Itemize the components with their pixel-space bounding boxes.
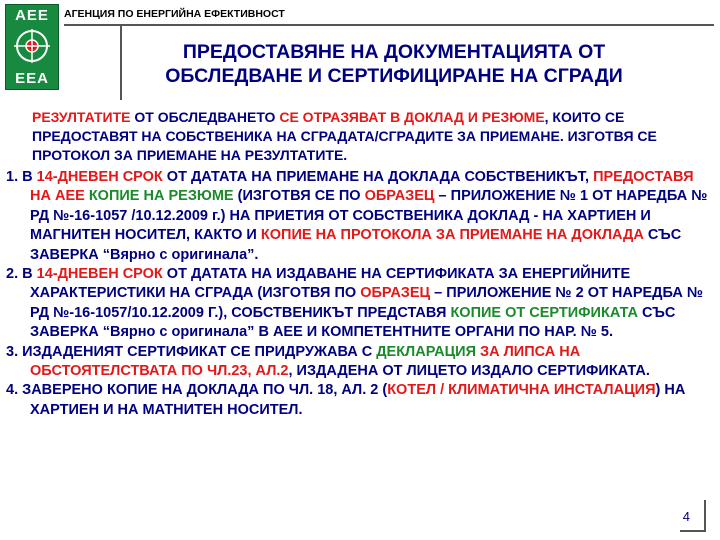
item1-seg: КОПИЕ НА РЕЗЮМЕ — [88, 188, 234, 205]
item2-seg: ОТ ДАТАТА НА ИЗДАВАНЕ НА СЕРТИФИКАТА ЗА ЕНЕРГИЙНИТЕ ХАРАКТЕРИСТИКИ НА СГРАДА (ИЗГОТВЯ ПО — [30, 266, 631, 302]
header-divider — [64, 24, 714, 26]
item4-seg: КОТЕЛ / КЛИМАТИЧНА ИНСТАЛАЦИЯ — [387, 382, 656, 399]
item3-seg: , ИЗДАДЕНА ОТ ЛИЦЕТО ИЗДАЛО СЕРТИФИКАТА. — [288, 363, 650, 380]
item4-seg: 4. ЗАВЕРЕНО КОПИЕ НА ДОКЛАДА ПО ЧЛ. 18, АЛ. 2 ( — [6, 382, 388, 399]
item2-seg: КОПИЕ ОТ СЕРТИФИКАТА — [450, 304, 638, 321]
intro-seg-1: РЕЗУЛТАТИТЕ — [32, 109, 131, 125]
item2-seg: 2. В — [6, 266, 37, 283]
requirements-list — [6, 168, 711, 420]
title-line-1: ПРЕДОСТАВЯНЕ НА ДОКУМЕНТАЦИЯТА ОТ — [182, 41, 606, 63]
item3-seg: 3. ИЗДАДЕНИЯТ СЕРТИФИКАТ СЕ ПРИДРУЖАВА С — [6, 343, 377, 360]
item1-seg: – ПРИЛОЖЕНИЕ № 1 ОТ НАРЕДБА № РД №-16-1057 /10.12.2009 г.) НА ПРИЕТИЯ ОТ СОБСТВЕНИКА ДОКЛАД - НА ХАРТИЕН И МАГНИТЕН НОСИТЕЛ, КАКТО И — [30, 188, 708, 244]
item1-seg: 14-ДНЕВЕН СРОК — [36, 169, 163, 185]
item2-seg: 14-ДНЕВЕН СРОК — [36, 266, 163, 283]
list-item-2 — [6, 265, 711, 343]
item1-seg: ОТ ДАТАТА НА ПРИЕМАНЕ НА ДОКЛАДА СОБСТВЕНИКЪТ, — [162, 169, 594, 185]
aee-logo — [5, 4, 59, 90]
item1-seg: ОБРАЗЕЦ — [364, 188, 435, 205]
list-item-3 — [6, 343, 711, 382]
intro-paragraph — [32, 108, 712, 165]
slide-title — [124, 40, 664, 88]
logo-emblem-icon — [12, 27, 52, 65]
item1-seg: ПРЕДОСТАВЯ НА АЕЕ — [30, 169, 694, 205]
item1-seg: (ИЗГОТВЯ СЕ ПО — [233, 188, 365, 205]
title-line-2: ОБСЛЕДВАНЕ И СЕРТИФИЦИРАНЕ НА СГРАДИ — [165, 65, 623, 87]
intro-seg-3: СЕ ОТРАЗЯВАТ В ДОКЛАД И РЕЗЮМЕ — [279, 109, 545, 125]
item1-seg: КОПИЕ НА ПРОТОКОЛА ЗА ПРИЕМАНЕ НА ДОКЛАДА — [260, 227, 644, 244]
header-vertical-divider — [120, 24, 122, 100]
logo-text-bottom: EEA — [15, 70, 49, 87]
intro-seg-2: ОТ ОБСЛЕДВАНЕТО — [130, 109, 280, 125]
list-item-1 — [6, 168, 711, 265]
intro-seg-4: , КОИТО СЕ ПРЕДОСТАВЯТ НА СОБСТВЕНИКА НА СГРАДАТА/СГРАДИТЕ ЗА ПРИЕМАНЕ. ИЗГОТВЯ СЕ ПРОТОКОЛ ЗА ПРИЕМАНЕ НА РЕЗУЛТАТИТЕ. — [32, 109, 657, 163]
page-number: 4 — [682, 509, 690, 524]
corner-decoration — [680, 500, 706, 532]
list-item-4 — [6, 381, 711, 420]
item2-seg: СЪС ЗАВЕРКА “Вярно с оригинала” В АЕЕ И КОМПЕТЕНТНИТЕ ОРГАНИ ПО НАР. № 5. — [30, 304, 676, 341]
item1-seg: 1. В — [6, 169, 37, 185]
item3-seg: ДЕКЛАРАЦИЯ — [376, 343, 477, 360]
logo-text-top: AEE — [15, 7, 49, 24]
item2-seg: – ПРИЛОЖЕНИЕ № 2 ОТ НАРЕДБА № РД №-16-1057/10.12.2009 Г.), СОБСТВЕНИКЪТ ПРЕДСТАВЯ — [30, 285, 704, 321]
item3-seg: ЗА ЛИПСА НА ОБСТОЯТЕЛСТВАТА ПО ЧЛ.23, АЛ.2 — [30, 343, 581, 380]
item2-seg: ОБРАЗЕЦ — [360, 285, 431, 302]
agency-name: АГЕНЦИЯ ПО ЕНЕРГИЙНА ЕФЕКТИВНОСТ — [64, 8, 285, 20]
item1-seg: СЪС ЗАВЕРКА “Вярно с оригинала”. — [30, 227, 682, 263]
item4-seg: ) НА ХАРТИЕН И НА МАТНИТЕН НОСИТЕЛ. — [30, 382, 686, 418]
